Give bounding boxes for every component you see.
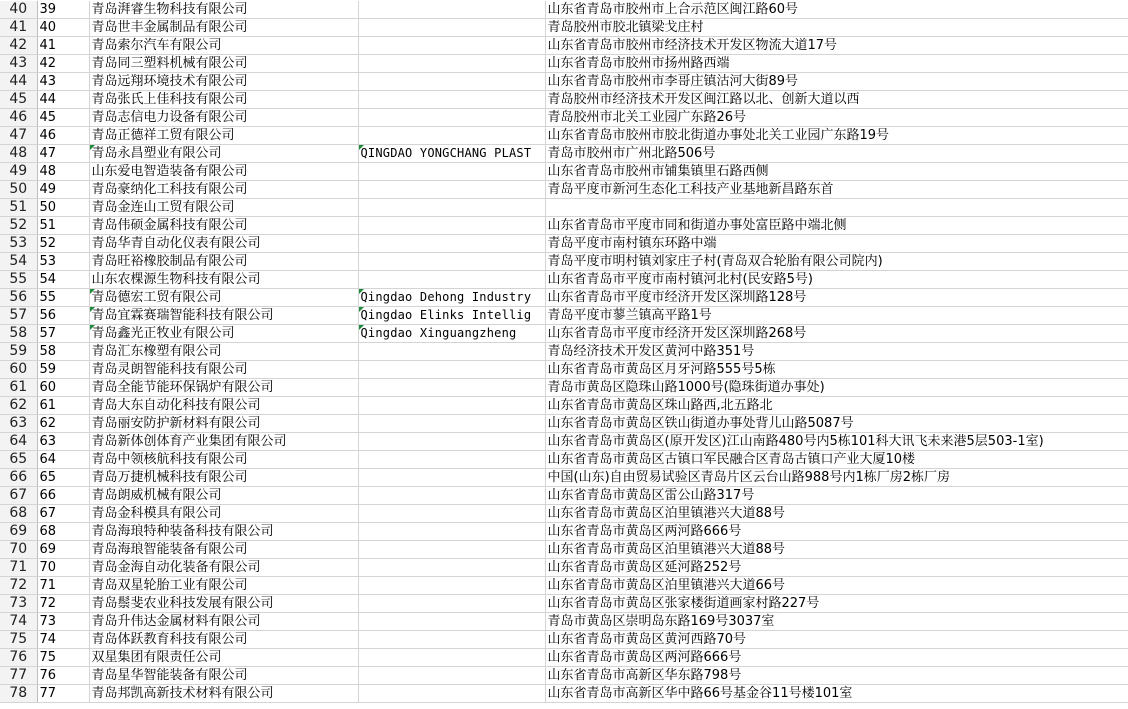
cell-company-name[interactable]: 山东爱电智造装备有限公司: [89, 163, 358, 181]
table-row: [0, 55, 1128, 73]
cell-english-name[interactable]: [358, 55, 545, 73]
cell-company-name[interactable]: 青岛汇东橡塑有限公司: [89, 343, 358, 361]
cell-index[interactable]: 49: [37, 181, 89, 199]
cell-english-name[interactable]: [358, 91, 545, 109]
row-header[interactable]: 65: [0, 451, 37, 469]
cell-index[interactable]: 69: [37, 541, 89, 559]
cell-address[interactable]: 山东省青岛市黄岛区泊里镇港兴大道66号: [545, 577, 1128, 595]
row-header[interactable]: 47: [0, 127, 37, 145]
row-header[interactable]: 51: [0, 199, 37, 217]
cell-english-name[interactable]: [358, 217, 545, 235]
cell-english-name[interactable]: [358, 73, 545, 91]
cell-english-name[interactable]: [358, 649, 545, 667]
cell-company-name[interactable]: 青岛宜霖赛瑞智能科技有限公司: [89, 307, 358, 325]
cell-company-name[interactable]: 青岛鑫光正牧业有限公司: [89, 325, 358, 343]
table-row: [0, 253, 1128, 271]
cell-index[interactable]: 74: [37, 631, 89, 649]
table-row: [0, 91, 1128, 109]
row-header[interactable]: 55: [0, 271, 37, 289]
cell-company-name[interactable]: 青岛万捷机械科技有限公司: [89, 469, 358, 487]
cell-address[interactable]: 青岛胶州市北关工业园广东路26号: [545, 109, 1128, 127]
cell-address[interactable]: 青岛市胶州市广州北路506号: [545, 145, 1128, 163]
table-row: [0, 19, 1128, 37]
cell-company-name[interactable]: 青岛灵朗智能科技有限公司: [89, 361, 358, 379]
cell-index[interactable]: 56: [37, 307, 89, 325]
cell-address[interactable]: 山东省青岛市胶州市经济技术开发区物流大道17号: [545, 37, 1128, 55]
cell-index[interactable]: 72: [37, 595, 89, 613]
cell-english-name[interactable]: Qingdao Dehong Industry: [358, 289, 545, 307]
row-header[interactable]: 54: [0, 253, 37, 271]
cell-address[interactable]: 山东省青岛市胶州市上合示范区闽江路60号: [545, 1, 1128, 19]
cell-index[interactable]: 55: [37, 289, 89, 307]
cell-address[interactable]: 山东省青岛市黄岛区月牙河路555号5栋: [545, 361, 1128, 379]
row-header[interactable]: 49: [0, 163, 37, 181]
row-header[interactable]: 76: [0, 649, 37, 667]
cell-company-name[interactable]: 青岛全能节能环保锅炉有限公司: [89, 379, 358, 397]
cell-index[interactable]: 76: [37, 667, 89, 685]
cell-english-name[interactable]: [358, 181, 545, 199]
cell-english-name[interactable]: [358, 19, 545, 37]
cell-english-name[interactable]: [358, 343, 545, 361]
cell-address[interactable]: 山东省青岛市高新区华东路798号: [545, 667, 1128, 685]
cell-index[interactable]: 65: [37, 469, 89, 487]
cell-english-name[interactable]: [358, 541, 545, 559]
cell-address[interactable]: 山东省青岛市黄岛区铁山街道办事处背儿山路5087号: [545, 415, 1128, 433]
cell-company-name[interactable]: 青岛海琅智能装备有限公司: [89, 541, 358, 559]
data-table: [0, 1, 1128, 703]
cell-english-name[interactable]: [358, 685, 545, 703]
cell-address[interactable]: 山东省青岛市黄岛区泊里镇港兴大道88号: [545, 541, 1128, 559]
cell-address[interactable]: 山东省青岛市黄岛区(原开发区)江山南路480号内5栋101科大讯飞未来港5层503-1室): [545, 433, 1128, 451]
table-row: [0, 307, 1128, 325]
row-header[interactable]: 53: [0, 235, 37, 253]
cell-address[interactable]: 青岛市黄岛区崇明岛东路169号3037室: [545, 613, 1128, 631]
cell-english-name[interactable]: [358, 271, 545, 289]
table-row: [0, 685, 1128, 703]
cell-index[interactable]: 50: [37, 199, 89, 217]
cell-english-name[interactable]: [358, 433, 545, 451]
cell-index[interactable]: 67: [37, 505, 89, 523]
row-header[interactable]: 60: [0, 361, 37, 379]
cell-address[interactable]: 山东省青岛市胶州市胶北街道办事处北关工业园广东路19号: [545, 127, 1128, 145]
row-header[interactable]: 62: [0, 397, 37, 415]
row-header[interactable]: 72: [0, 577, 37, 595]
table-row: [0, 199, 1128, 217]
cell-address[interactable]: 山东省青岛市黄岛区雷公山路317号: [545, 487, 1128, 505]
table-row: [0, 487, 1128, 505]
row-header[interactable]: 77: [0, 667, 37, 685]
cell-company-name[interactable]: 青岛大东自动化科技有限公司: [89, 397, 358, 415]
cell-index[interactable]: 47: [37, 145, 89, 163]
cell-english-name[interactable]: [358, 235, 545, 253]
cell-company-name[interactable]: 青岛中领核航科技有限公司: [89, 451, 358, 469]
cell-index[interactable]: 39: [37, 1, 89, 19]
cell-english-name[interactable]: [358, 631, 545, 649]
cell-company-name[interactable]: 青岛世丰金属制品有限公司: [89, 19, 358, 37]
row-header[interactable]: 71: [0, 559, 37, 577]
table-row: [0, 181, 1128, 199]
table-row: [0, 109, 1128, 127]
table-row: [0, 145, 1128, 163]
cell-address[interactable]: 青岛市黄岛区隐珠山路1000号(隐珠街道办事处): [545, 379, 1128, 397]
cell-company-name[interactable]: 青岛鬃斐农业科技发展有限公司: [89, 595, 358, 613]
cell-address[interactable]: 山东省青岛市黄岛区珠山路西,北五路北: [545, 397, 1128, 415]
cell-company-name[interactable]: 青岛索尔汽车有限公司: [89, 37, 358, 55]
cell-company-name[interactable]: 青岛正德祥工贸有限公司: [89, 127, 358, 145]
cell-address[interactable]: 山东省青岛市黄岛区泊里镇港兴大道88号: [545, 505, 1128, 523]
row-header[interactable]: 41: [0, 19, 37, 37]
cell-english-name[interactable]: [358, 613, 545, 631]
cell-company-name[interactable]: 青岛永昌塑业有限公司: [89, 145, 358, 163]
cell-company-name[interactable]: 青岛志信电力设备有限公司: [89, 109, 358, 127]
table-row: [0, 595, 1128, 613]
cell-index[interactable]: 43: [37, 73, 89, 91]
table-row: [0, 397, 1128, 415]
row-header[interactable]: 46: [0, 109, 37, 127]
cell-company-name[interactable]: 青岛海琅特种装备科技有限公司: [89, 523, 358, 541]
cell-english-name[interactable]: [358, 595, 545, 613]
cell-index[interactable]: 44: [37, 91, 89, 109]
row-header[interactable]: 66: [0, 469, 37, 487]
cell-address[interactable]: 青岛平度市蓼兰镇高平路1号: [545, 307, 1128, 325]
cell-index[interactable]: 46: [37, 127, 89, 145]
cell-company-name[interactable]: 青岛张氏上佳科技有限公司: [89, 91, 358, 109]
cell-english-name[interactable]: Qingdao Elinks Intellig: [358, 307, 545, 325]
cell-english-name[interactable]: [358, 505, 545, 523]
table-row: [0, 577, 1128, 595]
cell-index[interactable]: 64: [37, 451, 89, 469]
row-header[interactable]: 57: [0, 307, 37, 325]
table-row: [0, 343, 1128, 361]
row-header[interactable]: 43: [0, 55, 37, 73]
cell-address[interactable]: 山东省青岛市胶州市扬州路西端: [545, 55, 1128, 73]
row-header[interactable]: 50: [0, 181, 37, 199]
cell-index[interactable]: 63: [37, 433, 89, 451]
row-header[interactable]: 70: [0, 541, 37, 559]
table-row: [0, 127, 1128, 145]
table-row: [0, 505, 1128, 523]
cell-index[interactable]: 68: [37, 523, 89, 541]
cell-english-name[interactable]: [358, 523, 545, 541]
table-row: [0, 523, 1128, 541]
cell-index[interactable]: 54: [37, 271, 89, 289]
cell-index[interactable]: 57: [37, 325, 89, 343]
cell-index[interactable]: 58: [37, 343, 89, 361]
table-row: [0, 667, 1128, 685]
cell-index[interactable]: 52: [37, 235, 89, 253]
cell-index[interactable]: 71: [37, 577, 89, 595]
row-header[interactable]: 67: [0, 487, 37, 505]
cell-company-name[interactable]: 青岛旺裕橡胶制品有限公司: [89, 253, 358, 271]
cell-english-name[interactable]: [358, 577, 545, 595]
row-header[interactable]: 73: [0, 595, 37, 613]
row-header[interactable]: 56: [0, 289, 37, 307]
cell-company-name[interactable]: 山东农棵源生物科技有限公司: [89, 271, 358, 289]
cell-company-name[interactable]: 青岛双星轮胎工业有限公司: [89, 577, 358, 595]
row-header[interactable]: 40: [0, 1, 37, 19]
cell-english-name[interactable]: [358, 199, 545, 217]
row-header[interactable]: 44: [0, 73, 37, 91]
cell-english-name[interactable]: [358, 415, 545, 433]
cell-address[interactable]: 青岛胶州市胶北镇梁戈庄村: [545, 19, 1128, 37]
table-row: [0, 613, 1128, 631]
row-header[interactable]: 61: [0, 379, 37, 397]
table-row: [0, 361, 1128, 379]
cell-english-name[interactable]: [358, 487, 545, 505]
row-header[interactable]: 59: [0, 343, 37, 361]
cell-english-name[interactable]: QINGDAO YONGCHANG PLAST: [358, 145, 545, 163]
cell-index[interactable]: 61: [37, 397, 89, 415]
row-header[interactable]: 63: [0, 415, 37, 433]
table-row: [0, 289, 1128, 307]
cell-english-name[interactable]: [358, 253, 545, 271]
cell-address[interactable]: 青岛平度市新河生态化工科技产业基地新昌路东首: [545, 181, 1128, 199]
cell-address[interactable]: 青岛平度市明村镇刘家庄子村(青岛双合轮胎有限公司院内): [545, 253, 1128, 271]
table-row: [0, 433, 1128, 451]
cell-index[interactable]: 42: [37, 55, 89, 73]
cell-company-name[interactable]: 青岛金海自动化装备有限公司: [89, 559, 358, 577]
table-row: [0, 469, 1128, 487]
cell-address[interactable]: 山东省青岛市黄岛区古镇口军民融合区青岛古镇口产业大厦10楼: [545, 451, 1128, 469]
cell-company-name[interactable]: 青岛同三塑料机械有限公司: [89, 55, 358, 73]
cell-company-name[interactable]: 青岛湃睿生物科技有限公司: [89, 1, 358, 19]
cell-english-name[interactable]: [358, 397, 545, 415]
table-row: [0, 559, 1128, 577]
row-header[interactable]: 42: [0, 37, 37, 55]
cell-index[interactable]: 77: [37, 685, 89, 703]
cell-address[interactable]: 山东省青岛市胶州市李哥庄镇沽河大街89号: [545, 73, 1128, 91]
cell-index[interactable]: 53: [37, 253, 89, 271]
cell-english-name[interactable]: [358, 163, 545, 181]
cell-english-name[interactable]: Qingdao Xinguangzheng: [358, 325, 545, 343]
row-header[interactable]: 52: [0, 217, 37, 235]
cell-english-name[interactable]: [358, 559, 545, 577]
table-body: [0, 1, 1128, 703]
row-header[interactable]: 69: [0, 523, 37, 541]
table-row: [0, 451, 1128, 469]
cell-address[interactable]: 中国(山东)自由贸易试验区青岛片区云台山路988号内1栋厂房2栋厂房: [545, 469, 1128, 487]
cell-company-name[interactable]: 双星集团有限责任公司: [89, 649, 358, 667]
cell-company-name[interactable]: 青岛金连山工贸有限公司: [89, 199, 358, 217]
cell-english-name[interactable]: [358, 361, 545, 379]
row-header[interactable]: 58: [0, 325, 37, 343]
cell-company-name[interactable]: 青岛邦凯高新技术材料有限公司: [89, 685, 358, 703]
cell-address[interactable]: 青岛胶州市经济技术开发区闽江路以北、创新大道以西: [545, 91, 1128, 109]
cell-address[interactable]: 山东省青岛市黄岛区两河路666号: [545, 523, 1128, 541]
table-row: [0, 379, 1128, 397]
cell-english-name[interactable]: [358, 109, 545, 127]
cell-index[interactable]: 40: [37, 19, 89, 37]
cell-english-name[interactable]: [358, 451, 545, 469]
row-header[interactable]: 48: [0, 145, 37, 163]
row-header[interactable]: 78: [0, 685, 37, 703]
cell-address[interactable]: 青岛平度市南村镇东环路中端: [545, 235, 1128, 253]
table-row: [0, 271, 1128, 289]
cell-company-name[interactable]: 青岛远翔环境技术有限公司: [89, 73, 358, 91]
row-header[interactable]: 68: [0, 505, 37, 523]
cell-english-name[interactable]: [358, 469, 545, 487]
cell-address[interactable]: 山东省青岛市平度市南村镇河北村(民安路5号): [545, 271, 1128, 289]
cell-index[interactable]: 41: [37, 37, 89, 55]
cell-english-name[interactable]: [358, 1, 545, 19]
cell-address[interactable]: 山东省青岛市平度市同和街道办事处富臣路中端北侧: [545, 217, 1128, 235]
cell-english-name[interactable]: [358, 37, 545, 55]
cell-company-name[interactable]: 青岛华青自动化仪表有限公司: [89, 235, 358, 253]
cell-english-name[interactable]: [358, 379, 545, 397]
cell-english-name[interactable]: [358, 667, 545, 685]
cell-company-name[interactable]: 青岛星华智能装备有限公司: [89, 667, 358, 685]
cell-address[interactable]: 山东省青岛市高新区华中路66号基金谷11号楼101室: [545, 685, 1128, 703]
cell-index[interactable]: 66: [37, 487, 89, 505]
cell-address[interactable]: 青岛经济技术开发区黄河中路351号: [545, 343, 1128, 361]
cell-index[interactable]: 75: [37, 649, 89, 667]
table-row: [0, 217, 1128, 235]
cell-company-name[interactable]: 青岛体跃教育科技有限公司: [89, 631, 358, 649]
table-row: [0, 415, 1128, 433]
cell-address[interactable]: 山东省青岛市平度市经济开发区深圳路128号: [545, 289, 1128, 307]
cell-address[interactable]: 山东省青岛市平度市经济开发区深圳路268号: [545, 325, 1128, 343]
row-header[interactable]: 64: [0, 433, 37, 451]
row-header[interactable]: 75: [0, 631, 37, 649]
cell-index[interactable]: 48: [37, 163, 89, 181]
table-row: [0, 541, 1128, 559]
cell-address[interactable]: 山东省青岛市胶州市铺集镇里石路西侧: [545, 163, 1128, 181]
table-row: [0, 163, 1128, 181]
cell-address[interactable]: [545, 199, 1128, 217]
table-row: [0, 649, 1128, 667]
cell-company-name[interactable]: 青岛新体创体育产业集团有限公司: [89, 433, 358, 451]
cell-address[interactable]: 山东省青岛市黄岛区黄河西路70号: [545, 631, 1128, 649]
cell-index[interactable]: 51: [37, 217, 89, 235]
cell-index[interactable]: 73: [37, 613, 89, 631]
cell-company-name[interactable]: 青岛丽安防护新材料有限公司: [89, 415, 358, 433]
row-header[interactable]: 74: [0, 613, 37, 631]
cell-company-name[interactable]: 青岛伟硕金属科技有限公司: [89, 217, 358, 235]
cell-company-name[interactable]: 青岛德宏工贸有限公司: [89, 289, 358, 307]
table-row: [0, 631, 1128, 649]
cell-english-name[interactable]: [358, 127, 545, 145]
cell-address[interactable]: 山东省青岛市黄岛区两河路666号: [545, 649, 1128, 667]
table-row: [0, 37, 1128, 55]
cell-address[interactable]: 山东省青岛市黄岛区张家楼街道画家村路227号: [545, 595, 1128, 613]
cell-index[interactable]: 62: [37, 415, 89, 433]
cell-company-name[interactable]: 青岛豪纳化工科技有限公司: [89, 181, 358, 199]
table-row: [0, 325, 1128, 343]
row-header[interactable]: 45: [0, 91, 37, 109]
cell-company-name[interactable]: 青岛升伟达金属材料有限公司: [89, 613, 358, 631]
table-row: [0, 73, 1128, 91]
cell-index[interactable]: 45: [37, 109, 89, 127]
table-row: [0, 235, 1128, 253]
table-row: [0, 1, 1128, 19]
cell-index[interactable]: 60: [37, 379, 89, 397]
cell-address[interactable]: 山东省青岛市黄岛区延河路252号: [545, 559, 1128, 577]
cell-index[interactable]: 70: [37, 559, 89, 577]
cell-company-name[interactable]: 青岛金科模具有限公司: [89, 505, 358, 523]
cell-index[interactable]: 59: [37, 361, 89, 379]
cell-company-name[interactable]: 青岛朗威机械有限公司: [89, 487, 358, 505]
